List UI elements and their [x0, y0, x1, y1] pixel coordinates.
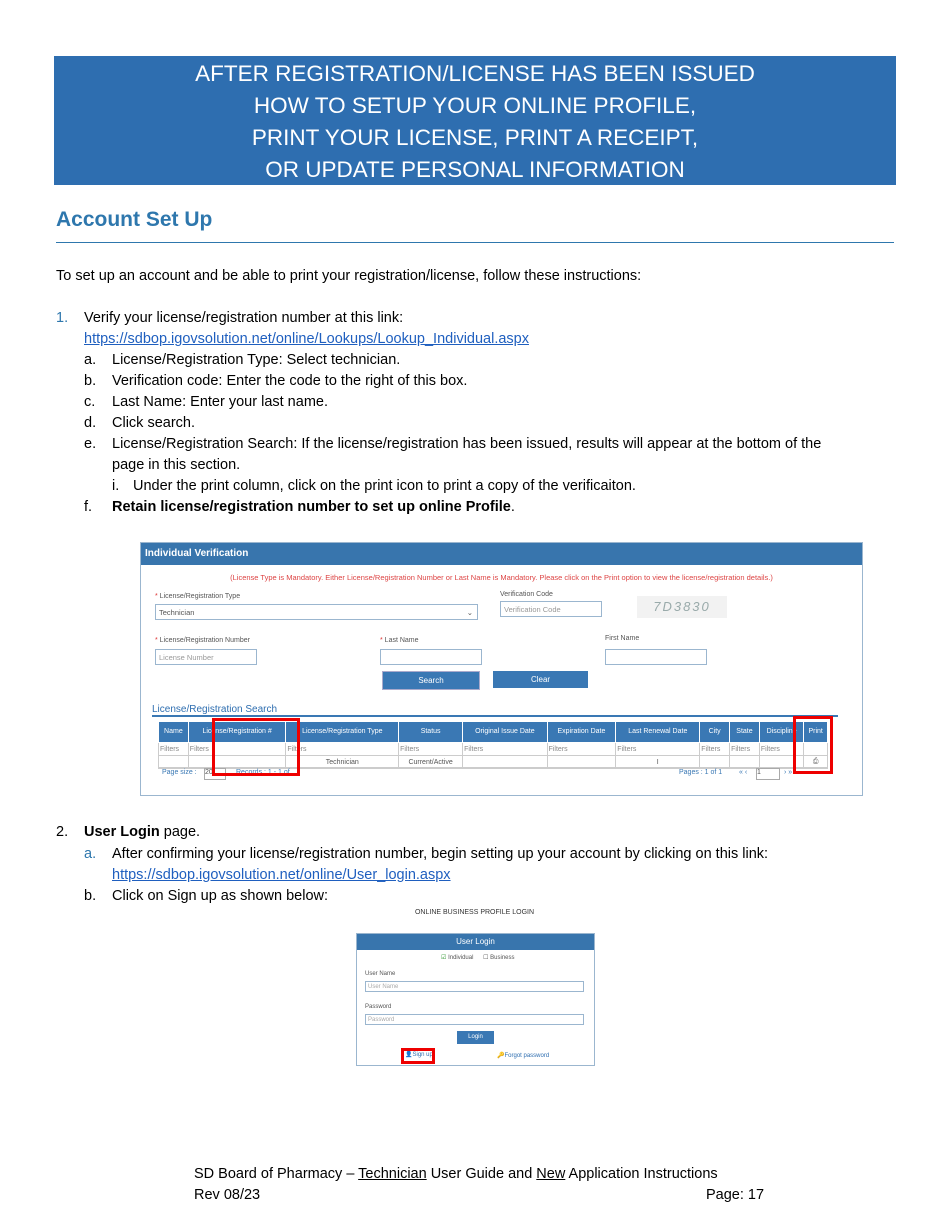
username-label: User Name — [365, 971, 396, 977]
chevron-down-icon: ⌄ — [466, 608, 473, 617]
banner-line: OR UPDATE PERSONAL INFORMATION — [265, 157, 685, 182]
first-name-input[interactable] — [605, 649, 707, 665]
section-divider — [56, 242, 894, 243]
user-add-icon: 👤 — [405, 1052, 413, 1058]
footer-title: SD Board of Pharmacy – Technician User Guide and New Application Instructions — [194, 1166, 718, 1182]
column-header[interactable]: License/Registration # — [188, 722, 286, 743]
highlight-box — [212, 718, 300, 776]
column-header[interactable]: Expiration Date — [547, 722, 616, 743]
list-item: Last Name: Enter your last name. — [112, 394, 328, 410]
filter-cell[interactable]: Filters — [463, 743, 547, 756]
password-label: Password — [365, 1004, 392, 1010]
highlight-box — [401, 1048, 435, 1064]
password-input[interactable]: Password — [365, 1014, 584, 1025]
page-number-input[interactable]: 1 — [756, 768, 780, 780]
license-type-select[interactable]: Technician ⌄ — [155, 604, 478, 620]
checkbox-icon[interactable]: ☐ — [483, 955, 489, 961]
prev-page-icon[interactable]: « ‹ — [739, 769, 748, 776]
user-login-panel — [356, 933, 595, 1066]
filter-cell[interactable]: Filters — [700, 743, 730, 756]
filter-cell[interactable]: Filters — [730, 743, 760, 756]
filter-cell[interactable]: Filters — [188, 743, 286, 756]
highlight-box — [793, 716, 833, 774]
results-title: License/Registration Search — [152, 704, 278, 715]
column-header[interactable]: Last Renewal Date — [616, 722, 700, 743]
filter-cell[interactable]: Filters — [616, 743, 700, 756]
last-name-label: * Last Name — [380, 637, 419, 644]
list-marker: c. — [84, 394, 96, 410]
signup-link[interactable]: 👤Sign up — [405, 1052, 433, 1058]
list-item — [112, 497, 515, 518]
clear-button[interactable]: Clear — [493, 671, 588, 688]
code-label: Verification Code — [500, 591, 553, 598]
footer-page-number: Page: 17 — [706, 1187, 765, 1203]
forgot-password-link[interactable]: 🔑Forgot password — [497, 1053, 550, 1059]
key-icon: 🔑 — [497, 1053, 505, 1059]
text: . — [510, 499, 515, 515]
search-button[interactable]: Search — [382, 671, 480, 690]
filter-cell[interactable]: Filters — [159, 743, 189, 756]
individual-label: Individual — [448, 955, 474, 961]
login-header: User Login — [357, 934, 594, 950]
list-marker: i. — [112, 478, 120, 494]
panel-header: Individual Verification — [141, 543, 862, 565]
business-label: Business — [490, 955, 515, 961]
last-name-input[interactable] — [380, 649, 482, 665]
list-marker: b. — [84, 888, 97, 904]
list-item: License/Registration Search: If the license/registration has been issued, results will appear at the bottom of the — [112, 436, 822, 452]
login-page-title: ONLINE BUSINESS PROFILE LOGIN — [414, 909, 535, 916]
print-icon[interactable]: ⎙ — [804, 756, 828, 769]
banner-line: AFTER REGISTRATION/LICENSE HAS BEEN ISSUED — [195, 61, 755, 86]
captcha-image: 7D3830 — [637, 596, 727, 618]
list-item: Click on Sign up as shown below: — [112, 888, 329, 904]
list-marker: f. — [84, 499, 93, 515]
column-header[interactable]: Print — [804, 722, 828, 743]
table-cell: Current/Active — [399, 756, 463, 769]
table-cell: Technician — [286, 756, 399, 769]
list-item: After confirming your license/registration number, begin setting up your account by clicking on this link: — [112, 846, 769, 862]
list-marker: e. — [84, 436, 97, 452]
type-label: * License/Registration Type — [155, 593, 241, 600]
bold-text: Retain license/registration number to set up online Profile — [112, 499, 511, 515]
list-item: Under the print column, click on the print icon to print a copy of the verificaiton. — [133, 478, 636, 494]
banner-line: HOW TO SETUP YOUR ONLINE PROFILE, — [253, 93, 697, 118]
filter-cell[interactable]: Filters — [547, 743, 616, 756]
list-item-cont: page in this section. — [112, 457, 241, 473]
footer-revision: Rev 08/23 — [194, 1187, 261, 1203]
filter-cell[interactable]: Filters — [759, 743, 804, 756]
filter-cell[interactable]: Filters — [399, 743, 463, 756]
checkbox-checked-icon[interactable]: ☑ — [441, 955, 447, 961]
list-marker: d. — [84, 415, 97, 431]
step-number: 1. — [56, 310, 69, 326]
login-button[interactable]: Login — [457, 1031, 494, 1044]
step-number: 2. — [56, 824, 69, 840]
column-header[interactable]: Original Issue Date — [463, 722, 547, 743]
filter-cell[interactable]: Filters — [286, 743, 399, 756]
list-marker: a. — [84, 352, 97, 368]
page-size-label: Page size : — [162, 769, 197, 776]
intro-text: To set up an account and be able to print your registration/license, follow these instructions: — [56, 268, 642, 284]
column-header[interactable]: State — [730, 722, 760, 743]
username-input[interactable]: User Name — [365, 981, 584, 992]
column-header[interactable]: Discipline — [759, 722, 804, 743]
first-name-label: First Name — [605, 635, 640, 642]
next-page-icon[interactable]: › » — [784, 769, 793, 776]
list-marker: b. — [84, 373, 97, 389]
login-link[interactable]: https://sdbop.igovsolution.net/online/User_login.aspx — [112, 867, 451, 883]
number-label: * License/Registration Number — [155, 637, 250, 644]
column-header[interactable]: City — [700, 722, 730, 743]
column-header[interactable]: Name — [159, 722, 189, 743]
column-header[interactable]: Status — [399, 722, 463, 743]
list-item: Verification code: Enter the code to the right of this box. — [112, 373, 468, 389]
list-item: License/Registration Type: Select technician. — [112, 352, 401, 368]
header-banner — [54, 56, 896, 185]
verification-code-input[interactable]: Verification Code — [500, 601, 602, 617]
lookup-link[interactable]: https://sdbop.igovsolution.net/online/Lookups/Lookup_Individual.aspx — [84, 331, 529, 347]
step-text: User Login page. — [84, 824, 201, 840]
table-cell: I — [616, 756, 700, 769]
section-title: Account Set Up — [56, 208, 213, 231]
column-header[interactable]: License/Registration Type — [286, 722, 399, 743]
mandatory-note: (License Type is Mandatory. Either License/Registration Number or Last Name is Mandatory. Please click on the Print option to view the license/registration details.) — [230, 573, 773, 582]
results-divider — [152, 715, 838, 717]
banner-line: PRINT YOUR LICENSE, PRINT A RECEIPT, — [251, 125, 699, 150]
license-number-input[interactable]: License Number — [155, 649, 257, 665]
records-count: Records : 1 - 1 of — [236, 769, 290, 776]
page-size-select[interactable]: 20 — [204, 768, 226, 780]
list-item: Click search. — [112, 415, 195, 431]
account-type-options — [441, 954, 515, 961]
step-text: Verify your license/registration number at this link: — [84, 310, 404, 326]
list-marker: a. — [84, 846, 97, 862]
pages-count: Pages : 1 of 1 — [679, 769, 723, 776]
